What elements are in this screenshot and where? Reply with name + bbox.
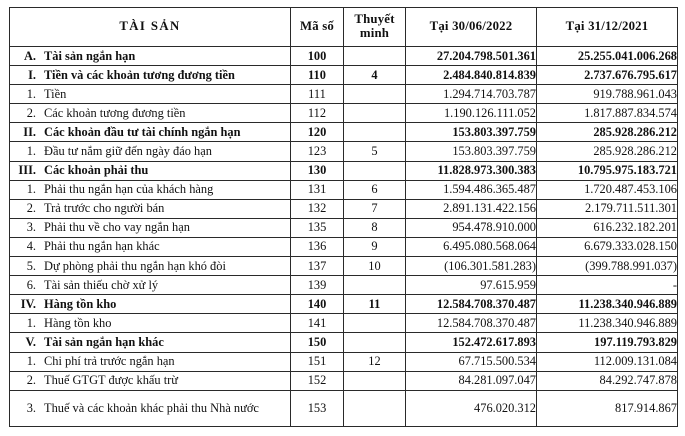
row-label-cell [10, 237, 291, 256]
row-code-cell: 152 [291, 371, 344, 390]
row-code-cell: 112 [291, 104, 344, 123]
table-row [10, 390, 678, 426]
table-row [10, 199, 678, 218]
row-value-current: 67.715.500.534 [406, 352, 537, 371]
row-index: V. [25, 334, 36, 349]
row-note-cell [344, 123, 406, 142]
row-value-current: 2.891.131.422.156 [406, 199, 537, 218]
row-code-cell: 100 [291, 47, 344, 66]
row-label-text: Tài sản ngắn hạn khác [44, 334, 164, 349]
column-header-code: Mã số [291, 8, 344, 47]
row-label-cell [10, 257, 291, 276]
row-label-text: Tiền và các khoản tương đương tiền [44, 67, 235, 82]
row-code-cell: 139 [291, 276, 344, 295]
column-header-period-current: Tại 30/06/2022 [406, 8, 537, 47]
row-value-current: 1.190.126.111.052 [406, 104, 537, 123]
row-note-cell [344, 333, 406, 352]
table-row [10, 333, 678, 352]
row-code-cell: 153 [291, 390, 344, 426]
row-label-cell [10, 276, 291, 295]
table-body [10, 47, 678, 427]
row-code-cell: 151 [291, 352, 344, 371]
row-note-cell [344, 47, 406, 66]
row-index: 3. [26, 220, 36, 235]
row-note-cell [344, 276, 406, 295]
row-index: 1. [26, 354, 36, 369]
row-value-previous: 1.720.487.453.106 [537, 180, 678, 199]
row-index: 1. [26, 315, 36, 330]
row-label-text: Các khoản đầu tư tài chính ngắn hạn [44, 124, 241, 139]
row-label-text: Trả trước cho người bán [44, 201, 165, 216]
row-label-text: Tài sản thiếu chờ xử lý [44, 277, 159, 292]
row-note-cell: 7 [344, 199, 406, 218]
row-value-current: 27.204.798.501.361 [406, 47, 537, 66]
row-label-cell [10, 371, 291, 390]
row-label-cell [10, 218, 291, 237]
table-header [10, 8, 678, 47]
row-value-current: 6.495.080.568.064 [406, 237, 537, 256]
row-value-current: 1.294.714.703.787 [406, 85, 537, 104]
table-row [10, 180, 678, 199]
row-value-previous: 11.238.340.946.889 [537, 295, 678, 314]
row-code-cell: 140 [291, 295, 344, 314]
row-index: 5. [26, 258, 36, 273]
row-value-current: 12.584.708.370.487 [406, 295, 537, 314]
table-row [10, 161, 678, 180]
row-label-text: Phải thu ngắn hạn khác [44, 239, 160, 254]
row-code-cell: 120 [291, 123, 344, 142]
row-label-text: Chi phí trả trước ngắn hạn [44, 354, 175, 369]
column-header-period-previous: Tại 31/12/2021 [537, 8, 678, 47]
table-row [10, 257, 678, 276]
row-value-previous: 616.232.182.201 [537, 218, 678, 237]
row-value-current: 476.020.312 [406, 390, 537, 426]
row-code-cell: 135 [291, 218, 344, 237]
row-note-cell: 5 [344, 142, 406, 161]
row-label-text: Hàng tồn kho [44, 315, 112, 330]
table-row [10, 352, 678, 371]
row-index: 2. [26, 373, 36, 388]
row-note-cell [344, 390, 406, 426]
table-row [10, 66, 678, 85]
table-row [10, 371, 678, 390]
balance-sheet-table [9, 7, 678, 427]
row-code-cell: 141 [291, 314, 344, 333]
row-value-previous: 25.255.041.006.268 [537, 47, 678, 66]
row-note-cell: 9 [344, 237, 406, 256]
column-header-assets: TÀI SẢN [10, 8, 291, 47]
row-value-previous: 817.914.867 [537, 390, 678, 426]
row-value-previous: 84.292.747.878 [537, 371, 678, 390]
table-row [10, 218, 678, 237]
row-label-cell [10, 352, 291, 371]
row-label-cell [10, 390, 291, 426]
row-label-cell [10, 66, 291, 85]
row-index: 3. [26, 400, 36, 415]
row-label-text: Thuế và các khoản khác phải thu Nhà nước [44, 400, 259, 415]
table-row [10, 295, 678, 314]
table-row [10, 142, 678, 161]
table-row [10, 276, 678, 295]
row-label-text: Đầu tư nắm giữ đến ngày đáo hạn [44, 144, 212, 159]
row-label-text: Hàng tồn kho [44, 296, 117, 311]
row-code-cell: 150 [291, 333, 344, 352]
row-label-text: Thuế GTGT được khấu trừ [44, 373, 178, 388]
row-value-previous: 2.737.676.795.617 [537, 66, 678, 85]
row-index: 1. [26, 182, 36, 197]
row-note-cell [344, 85, 406, 104]
row-label-cell [10, 180, 291, 199]
row-value-previous: (399.788.991.037) [537, 257, 678, 276]
row-value-current: 84.281.097.047 [406, 371, 537, 390]
row-code-cell: 123 [291, 142, 344, 161]
row-index: 1. [26, 144, 36, 159]
row-value-previous: 10.795.975.183.721 [537, 161, 678, 180]
table-row [10, 47, 678, 66]
row-code-cell: 111 [291, 85, 344, 104]
row-index: 6. [26, 277, 36, 292]
row-value-previous: - [537, 276, 678, 295]
row-note-cell [344, 161, 406, 180]
row-code-cell: 137 [291, 257, 344, 276]
column-header-note [344, 8, 406, 47]
row-value-previous: 11.238.340.946.889 [537, 314, 678, 333]
row-label-text: Phải thu ngắn hạn của khách hàng [44, 182, 214, 197]
row-note-cell: 4 [344, 66, 406, 85]
row-index: 1. [26, 86, 36, 101]
row-label-cell [10, 161, 291, 180]
row-label-cell [10, 123, 291, 142]
row-value-previous: 1.817.887.834.574 [537, 104, 678, 123]
row-code-cell: 136 [291, 237, 344, 256]
row-label-text: Tài sản ngắn hạn [44, 48, 136, 63]
row-code-cell: 110 [291, 66, 344, 85]
row-note-cell: 12 [344, 352, 406, 371]
table-row [10, 237, 678, 256]
row-value-current: 1.594.486.365.487 [406, 180, 537, 199]
row-value-previous: 919.788.961.043 [537, 85, 678, 104]
row-note-cell: 11 [344, 295, 406, 314]
row-value-current: 11.828.973.300.383 [406, 161, 537, 180]
row-code-cell: 131 [291, 180, 344, 199]
column-header-note-line2: minh [359, 26, 390, 40]
row-index: 2. [26, 201, 36, 216]
row-label-cell [10, 333, 291, 352]
row-value-current: 2.484.840.814.839 [406, 66, 537, 85]
row-note-cell: 6 [344, 180, 406, 199]
row-value-previous: 112.009.131.084 [537, 352, 678, 371]
row-label-text: Phải thu về cho vay ngắn hạn [44, 220, 190, 235]
row-label-text: Các khoản tương đương tiền [44, 105, 186, 120]
row-value-current: (106.301.581.283) [406, 257, 537, 276]
row-index: 2. [26, 105, 36, 120]
row-note-cell [344, 314, 406, 333]
row-code-cell: 130 [291, 161, 344, 180]
row-index: 4. [26, 239, 36, 254]
row-note-cell: 10 [344, 257, 406, 276]
table-row [10, 314, 678, 333]
row-value-previous: 2.179.711.511.301 [537, 199, 678, 218]
row-label-cell [10, 85, 291, 104]
row-value-current: 954.478.910.000 [406, 218, 537, 237]
table-row [10, 104, 678, 123]
row-value-current: 12.584.708.370.487 [406, 314, 537, 333]
row-note-cell [344, 104, 406, 123]
row-label-text: Tiền [44, 86, 67, 101]
row-label-text: Dự phòng phải thu ngắn hạn khó đòi [44, 258, 226, 273]
column-header-note-line1: Thuyết [354, 12, 395, 27]
row-index: II. [23, 124, 36, 139]
row-value-current: 153.803.397.759 [406, 123, 537, 142]
row-note-cell: 8 [344, 218, 406, 237]
row-value-current: 152.472.617.893 [406, 333, 537, 352]
row-index: I. [28, 67, 36, 82]
row-value-previous: 197.119.793.829 [537, 333, 678, 352]
row-note-cell [344, 371, 406, 390]
table-row [10, 123, 678, 142]
row-code-cell: 132 [291, 199, 344, 218]
header-row [10, 8, 678, 47]
row-value-previous: 6.679.333.028.150 [537, 237, 678, 256]
row-label-cell [10, 314, 291, 333]
row-value-previous: 285.928.286.212 [537, 123, 678, 142]
row-index: III. [18, 163, 36, 178]
row-label-cell [10, 199, 291, 218]
row-value-previous: 285.928.286.212 [537, 142, 678, 161]
row-index: A. [23, 48, 36, 63]
table-row [10, 85, 678, 104]
row-index: IV. [20, 296, 36, 311]
row-value-current: 97.615.959 [406, 276, 537, 295]
row-label-cell [10, 47, 291, 66]
row-label-text: Các khoản phải thu [44, 163, 149, 178]
row-label-cell [10, 142, 291, 161]
row-label-cell [10, 104, 291, 123]
row-label-cell [10, 295, 291, 314]
row-value-current: 153.803.397.759 [406, 142, 537, 161]
